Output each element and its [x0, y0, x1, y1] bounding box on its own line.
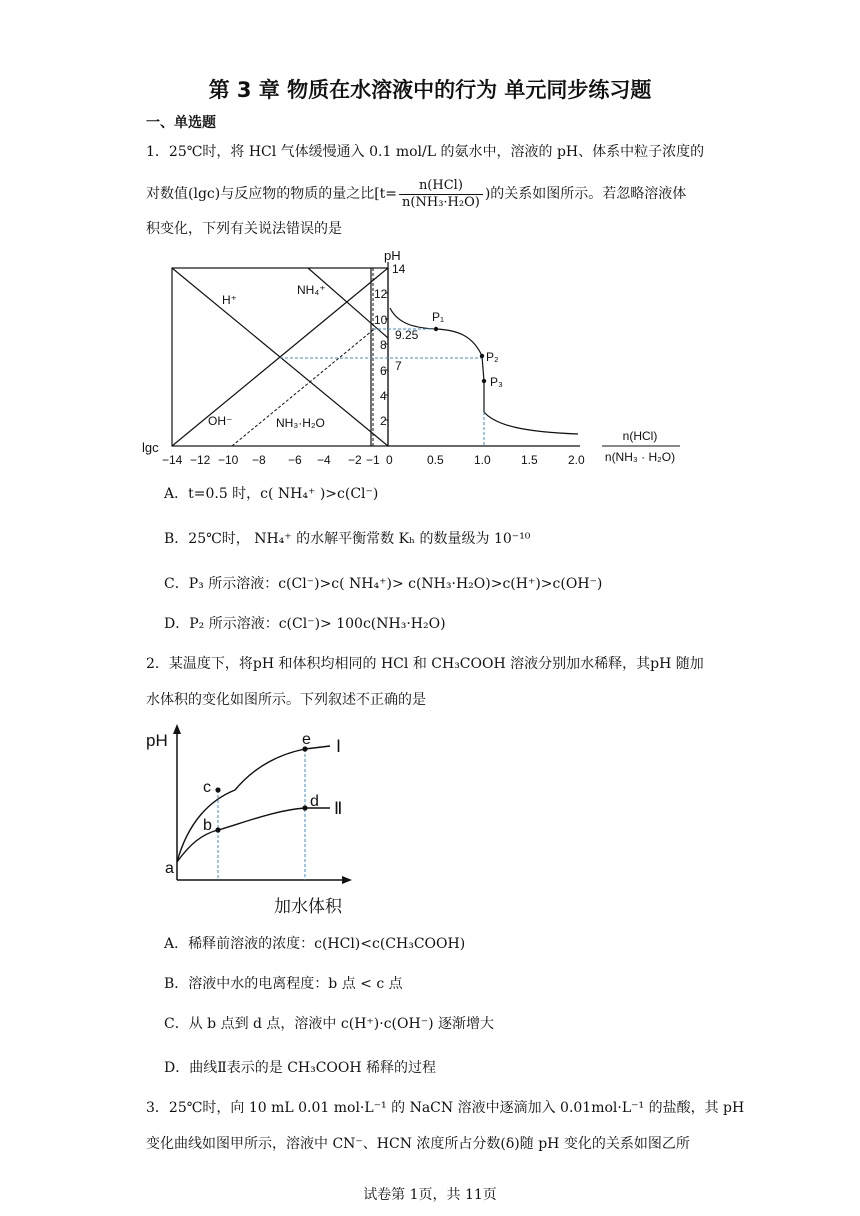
lgc-tick: −2	[348, 453, 362, 467]
ph-tick: 10	[374, 313, 388, 327]
lgc-tick: 0	[386, 453, 393, 467]
q1-option-b: B．25℃时， NH₄⁺ 的水解平衡常数 Kₕ 的数量级为 10⁻¹⁰	[164, 531, 531, 547]
label-c: c	[203, 779, 211, 796]
lgc-tick: −4	[317, 453, 331, 467]
lgc-tick: −14	[162, 453, 183, 467]
ph-tick: 14	[392, 262, 406, 276]
ph-tick: 6	[380, 364, 387, 378]
x-arrow-icon	[342, 876, 352, 884]
p1-dot	[434, 327, 438, 331]
q1-option-d: D．P₂ 所示溶液：c(Cl⁻)> 100c(NH₃·H₂O)	[164, 616, 446, 632]
q2-option-c: C．从 b 点到 d 点，溶液中 c(H⁺)·c(OH⁻) 逐渐增大	[164, 1016, 494, 1032]
lgc-tick: −8	[252, 453, 266, 467]
frac-denominator: n(NH₃·H₂O)	[402, 194, 480, 210]
p2-dot	[480, 354, 484, 358]
q2-option-b: B．溶液中水的电离程度：b 点 < c 点	[164, 976, 403, 992]
point-c	[215, 787, 220, 792]
ph-tick: 8	[380, 338, 387, 352]
q1-line3: 积变化，下列有关说法错误的是	[146, 221, 342, 237]
mark-7: 7	[395, 359, 402, 373]
ph-tick: 12	[374, 287, 388, 301]
q2-x-label: 加水体积	[274, 897, 342, 916]
h-label: H⁺	[222, 293, 237, 307]
q1-figure	[140, 250, 700, 472]
ph-axis-label: pH	[384, 248, 401, 263]
curve-1-label: Ⅰ	[336, 737, 342, 756]
titration-curve	[390, 308, 578, 434]
nh3-label: NH₃·H₂O	[276, 416, 325, 430]
lgc-tick: −12	[190, 453, 211, 467]
p2-label: P₂	[486, 350, 499, 364]
curve-1	[177, 746, 330, 862]
label-a: a	[165, 860, 174, 877]
curve-2-label: Ⅱ	[334, 799, 343, 818]
q1-line2-a: 对数值(lgc)与反应物的物质的量之比[t=	[146, 186, 398, 202]
q2-line2: 水体积的变化如图所示。下列叙述不正确的是	[146, 692, 426, 708]
ratio-fraction	[399, 178, 483, 211]
q2-option-d: D．曲线Ⅱ表示的是 CH₃COOH 稀释的过程	[164, 1060, 437, 1076]
frac-numerator: n(HCl)	[399, 178, 483, 195]
page-title: 第 3 章 物质在水溶液中的行为 单元同步练习题	[208, 78, 652, 102]
ratio-tick: 1.0	[474, 453, 491, 467]
p3-dot	[482, 379, 486, 383]
q2-figure	[140, 722, 380, 918]
ratio-tick: 0.5	[427, 453, 444, 467]
lgc-tick: −10	[218, 453, 239, 467]
oh-label: OH⁻	[208, 414, 233, 428]
ratio-axis-num: n(HCl)	[622, 429, 658, 443]
q3-line1: 3．25℃时，向 10 mL 0.01 mol·L⁻¹ 的 NaCN 溶液中逐滴加入 0.01mol·L⁻¹ 的盐酸，其 pH	[146, 1100, 745, 1116]
q1-line2-b: )的关系如图所示。若忽略溶液体	[484, 186, 687, 202]
ph-tick: 2	[380, 414, 387, 428]
q2-y-label: pH	[146, 731, 168, 750]
q2-line1: 2．某温度下，将pH 和体积均相同的 HCl 和 CH₃COOH 溶液分别加水稀释，其pH 随加	[146, 656, 704, 672]
label-e: e	[302, 731, 311, 748]
section-heading: 一、单选题	[146, 115, 216, 131]
ph-tick: 4	[380, 389, 387, 403]
point-b	[215, 827, 220, 832]
lgc-tick: −6	[288, 453, 302, 467]
nh4-label: NH₄⁺	[297, 283, 326, 297]
p1-label: P₁	[432, 310, 445, 324]
q1-line2	[146, 176, 686, 212]
q3-line2: 变化曲线如图甲所示，溶液中 CN⁻、HCN 浓度所占分数(δ)随 pH 变化的关系如图乙所	[146, 1136, 690, 1152]
lgc-tick: −1	[366, 453, 380, 467]
ratio-tick: 2.0	[568, 453, 585, 467]
ratio-tick: 1.5	[521, 453, 538, 467]
q1-line1: 1．25℃时，将 HCl 气体缓慢通入 0.1 mol/L 的氨水中，溶液的 pH、体系中粒子浓度的	[146, 144, 705, 160]
y-arrow-icon	[173, 724, 181, 734]
q1-option-c: C．P₃ 所示溶液：c(Cl⁻)>c( NH₄⁺)> c(NH₃·H₂O)>c(H⁺)>c(OH⁻)	[164, 576, 603, 592]
mark-925: 9.25	[395, 328, 419, 342]
lgc-label: lgc	[142, 440, 159, 455]
page-footer: 试卷第 1页，共 11页	[363, 1187, 497, 1203]
ratio-axis-den: n(NH₃ · H₂O)	[604, 450, 676, 464]
point-d	[302, 805, 307, 810]
q2-option-a: A．稀释前溶液的浓度：c(HCl)<c(CH₃COOH)	[164, 936, 466, 952]
label-d: d	[310, 793, 319, 810]
label-b: b	[203, 817, 212, 834]
q1-option-a: A．t=0.5 时，c( NH₄⁺ )>c(Cl⁻)	[164, 486, 379, 502]
p3-label: P₃	[490, 375, 503, 389]
